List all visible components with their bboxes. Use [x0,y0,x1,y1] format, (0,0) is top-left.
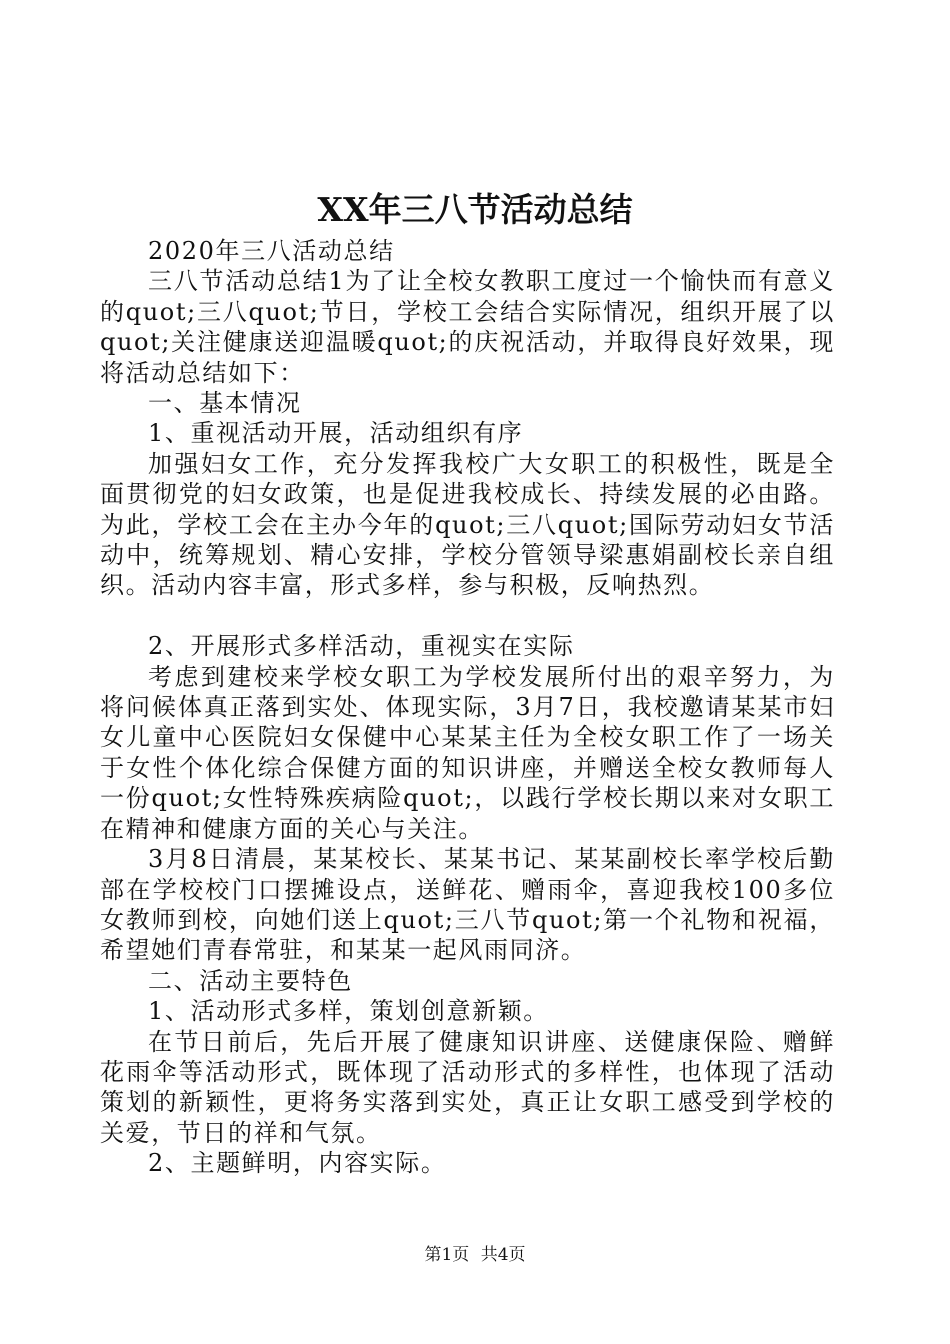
body-paragraph: 考虑到建校来学校女职工为学校发展所付出的艰辛努力，为将问候体真正落到实处、体现实际，3月7日，我校邀请某某市妇女儿童中心医院妇女保健中心某某主任为全校女职工作了一场关于女性个体化综合保健方面的知识讲座，并赠送全校女教师每人一份quot;女性特殊疾病险quot;，以践行学校长期以来对女职工在精神和健康方面的关心与关注。 [100,662,835,843]
subsection-heading-4: 2、主题鲜明，内容实际。 [148,1149,447,1178]
paragraph-spacer [100,601,835,631]
section-heading-features: 二、活动主要特色 [148,966,353,995]
subsection-heading-3: 1、活动形式多样，策划创意新颖。 [148,997,549,1026]
subsection-heading-1: 1、重视活动开展，活动组织有序 [148,419,524,448]
body-paragraph: 加强妇女工作，充分发挥我校广大女职工的积极性，既是全面贯彻党的妇女政策，也是促进我校成长、持续发展的必由路。为此，学校工会在主办今年的quot;三八quot;国际劳动妇女节活动中，统筹规划、精心安排，学校分管领导梁惠娟副校长亲自组织。活动内容丰富，形式多样，参与积极，反响热烈。 [100,449,835,600]
subtitle-paragraph: 2020年三八活动总结 [148,237,395,265]
subsection-heading-2: 2、开展形式多样活动，重视实在实际 [148,632,575,661]
body-paragraph: 3月8日清晨，某某校长、某某书记、某某副校长率学校后勤部在学校校门口摆摊设点，送鲜花、赠雨伞，喜迎我校100多位女教师到校，向她们送上quot;三八节quot;第一个礼物和祝福，希望她们青春常驻，和某某一起风雨同济。 [100,845,835,965]
body-paragraph: 在节日前后，先后开展了健康知识讲座、送健康保险、赠鲜花雨伞等活动形式，既体现了活动形式的多样性，也体现了活动策划的新颖性，更将务实落到实处，真正让女职工感受到学校的关爱，节日的祥和气氛。 [100,1027,835,1147]
page-footer: 第1页 共4页 [424,1245,526,1265]
intro-paragraph: 三八节活动总结1为了让全校女教职工度过一个愉快而有意义的quot;三八quot;节日，学校工会结合实际情况，组织开展了以quot;关注健康送迎温暖quot;的庆祝活动，并取得良好效果，现将活动总结如下： [100,267,835,387]
document-title: XX年三八节活动总结 [317,190,633,229]
document-body [100,236,835,1179]
section-heading-basic: 一、基本情况 [148,389,302,418]
